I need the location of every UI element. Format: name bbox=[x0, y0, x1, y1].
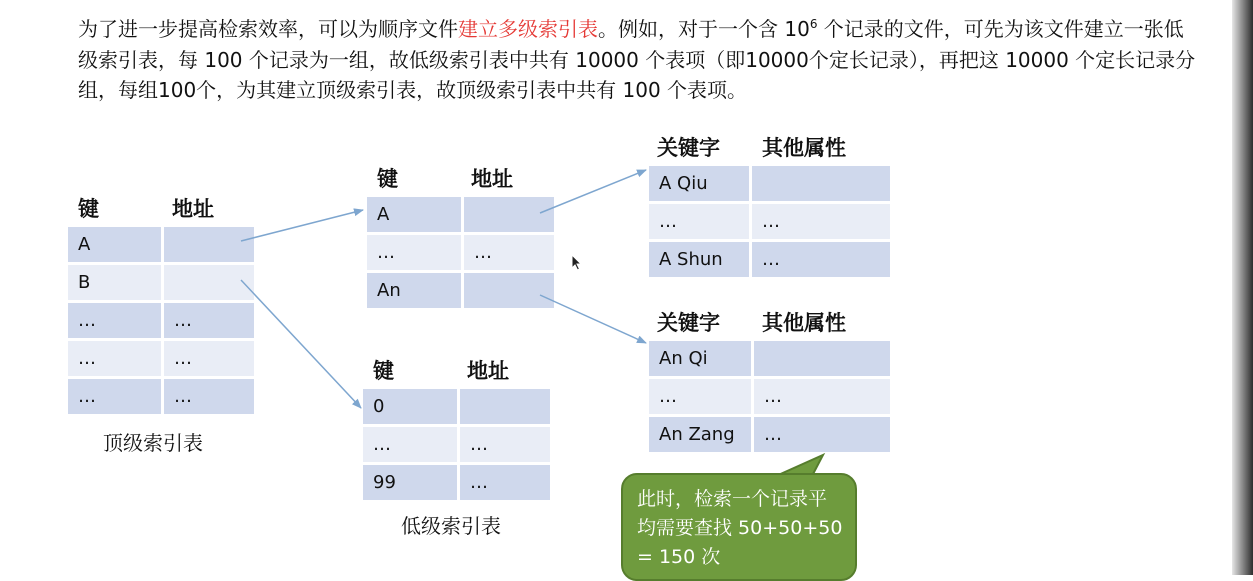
top-index-header-key: 键 bbox=[78, 197, 99, 221]
table-cell-key: … bbox=[649, 204, 749, 239]
table-cell-addr: … bbox=[457, 427, 550, 462]
table-cell-key: … bbox=[68, 303, 161, 338]
callout-bubble: 此时，检索一个记录平均需要查找 50+50+50 = 150 次 bbox=[621, 473, 857, 581]
table-cell-attr: … bbox=[749, 242, 890, 277]
table-cell-key: … bbox=[68, 379, 161, 414]
table-cell-addr: … bbox=[457, 465, 550, 500]
paragraph-text-3: 个记录的文件，可先为该文件建立一张低级索引表，每 100 个记录为一组，故低级索引表中共有 10000 个表项（即10000个定长记录），再把这 10000 个定长记录分组，每组100个，为其建立顶级索引表，故顶级索引表中共有 100 个表项。 bbox=[78, 17, 1196, 102]
table-cell-attr: … bbox=[751, 417, 890, 452]
table-cell-key: An Zang bbox=[649, 417, 751, 452]
top-index-header-addr: 地址 bbox=[172, 197, 214, 221]
record-b-header-attr: 其他属性 bbox=[762, 311, 846, 335]
arrow-top-b-to-low-b bbox=[241, 280, 361, 408]
table-cell-key: A bbox=[367, 197, 461, 232]
low-index-b-header-key: 键 bbox=[373, 359, 394, 383]
table-cell-key: … bbox=[649, 379, 751, 414]
low-index-b-header-addr: 地址 bbox=[467, 359, 509, 383]
record-a-header-key: 关键字 bbox=[657, 136, 720, 160]
table-cell-attr: … bbox=[751, 379, 890, 414]
record-b-header-key: 关键字 bbox=[657, 311, 720, 335]
paragraph-text-2: 。例如，对于一个含 10 bbox=[598, 17, 810, 41]
low-index-a-header-key: 键 bbox=[377, 167, 398, 191]
table-cell-attr: … bbox=[749, 204, 890, 239]
table-cell-key: A bbox=[68, 227, 161, 262]
table-cell-key: … bbox=[367, 235, 461, 270]
table-cell-key: … bbox=[363, 427, 457, 462]
table-cell-key: An bbox=[367, 273, 461, 308]
mouse-cursor-icon bbox=[571, 254, 583, 272]
table-cell-key: A Shun bbox=[649, 242, 749, 277]
table-cell-key: … bbox=[68, 341, 161, 376]
low-index-a-header-addr: 地址 bbox=[471, 167, 513, 191]
table-cell-key: An Qi bbox=[649, 341, 751, 376]
arrow-low-a-to-record-a bbox=[540, 170, 646, 213]
paragraph-exponent: 6 bbox=[809, 17, 818, 31]
record-a-header-attr: 其他属性 bbox=[762, 136, 846, 160]
table-cell-key: 99 bbox=[363, 465, 457, 500]
table-cell-addr: … bbox=[461, 235, 554, 270]
table-cell-key: 0 bbox=[363, 389, 457, 424]
table-cell-addr: … bbox=[161, 379, 254, 414]
top-index-caption: 顶级索引表 bbox=[103, 431, 203, 455]
table-cell-key: A Qiu bbox=[649, 166, 749, 201]
table-cell-addr: … bbox=[161, 303, 254, 338]
paragraph-highlight: 建立多级索引表 bbox=[458, 17, 598, 41]
paragraph-text-1: 为了进一步提高检索效率，可以为顺序文件 bbox=[78, 17, 458, 41]
arrow-top-a-to-low-a bbox=[241, 210, 363, 241]
table-cell-addr: … bbox=[161, 341, 254, 376]
low-index-caption: 低级索引表 bbox=[401, 514, 501, 538]
table-cell-key: B bbox=[68, 265, 161, 300]
arrow-low-an-to-record-b bbox=[540, 295, 646, 343]
